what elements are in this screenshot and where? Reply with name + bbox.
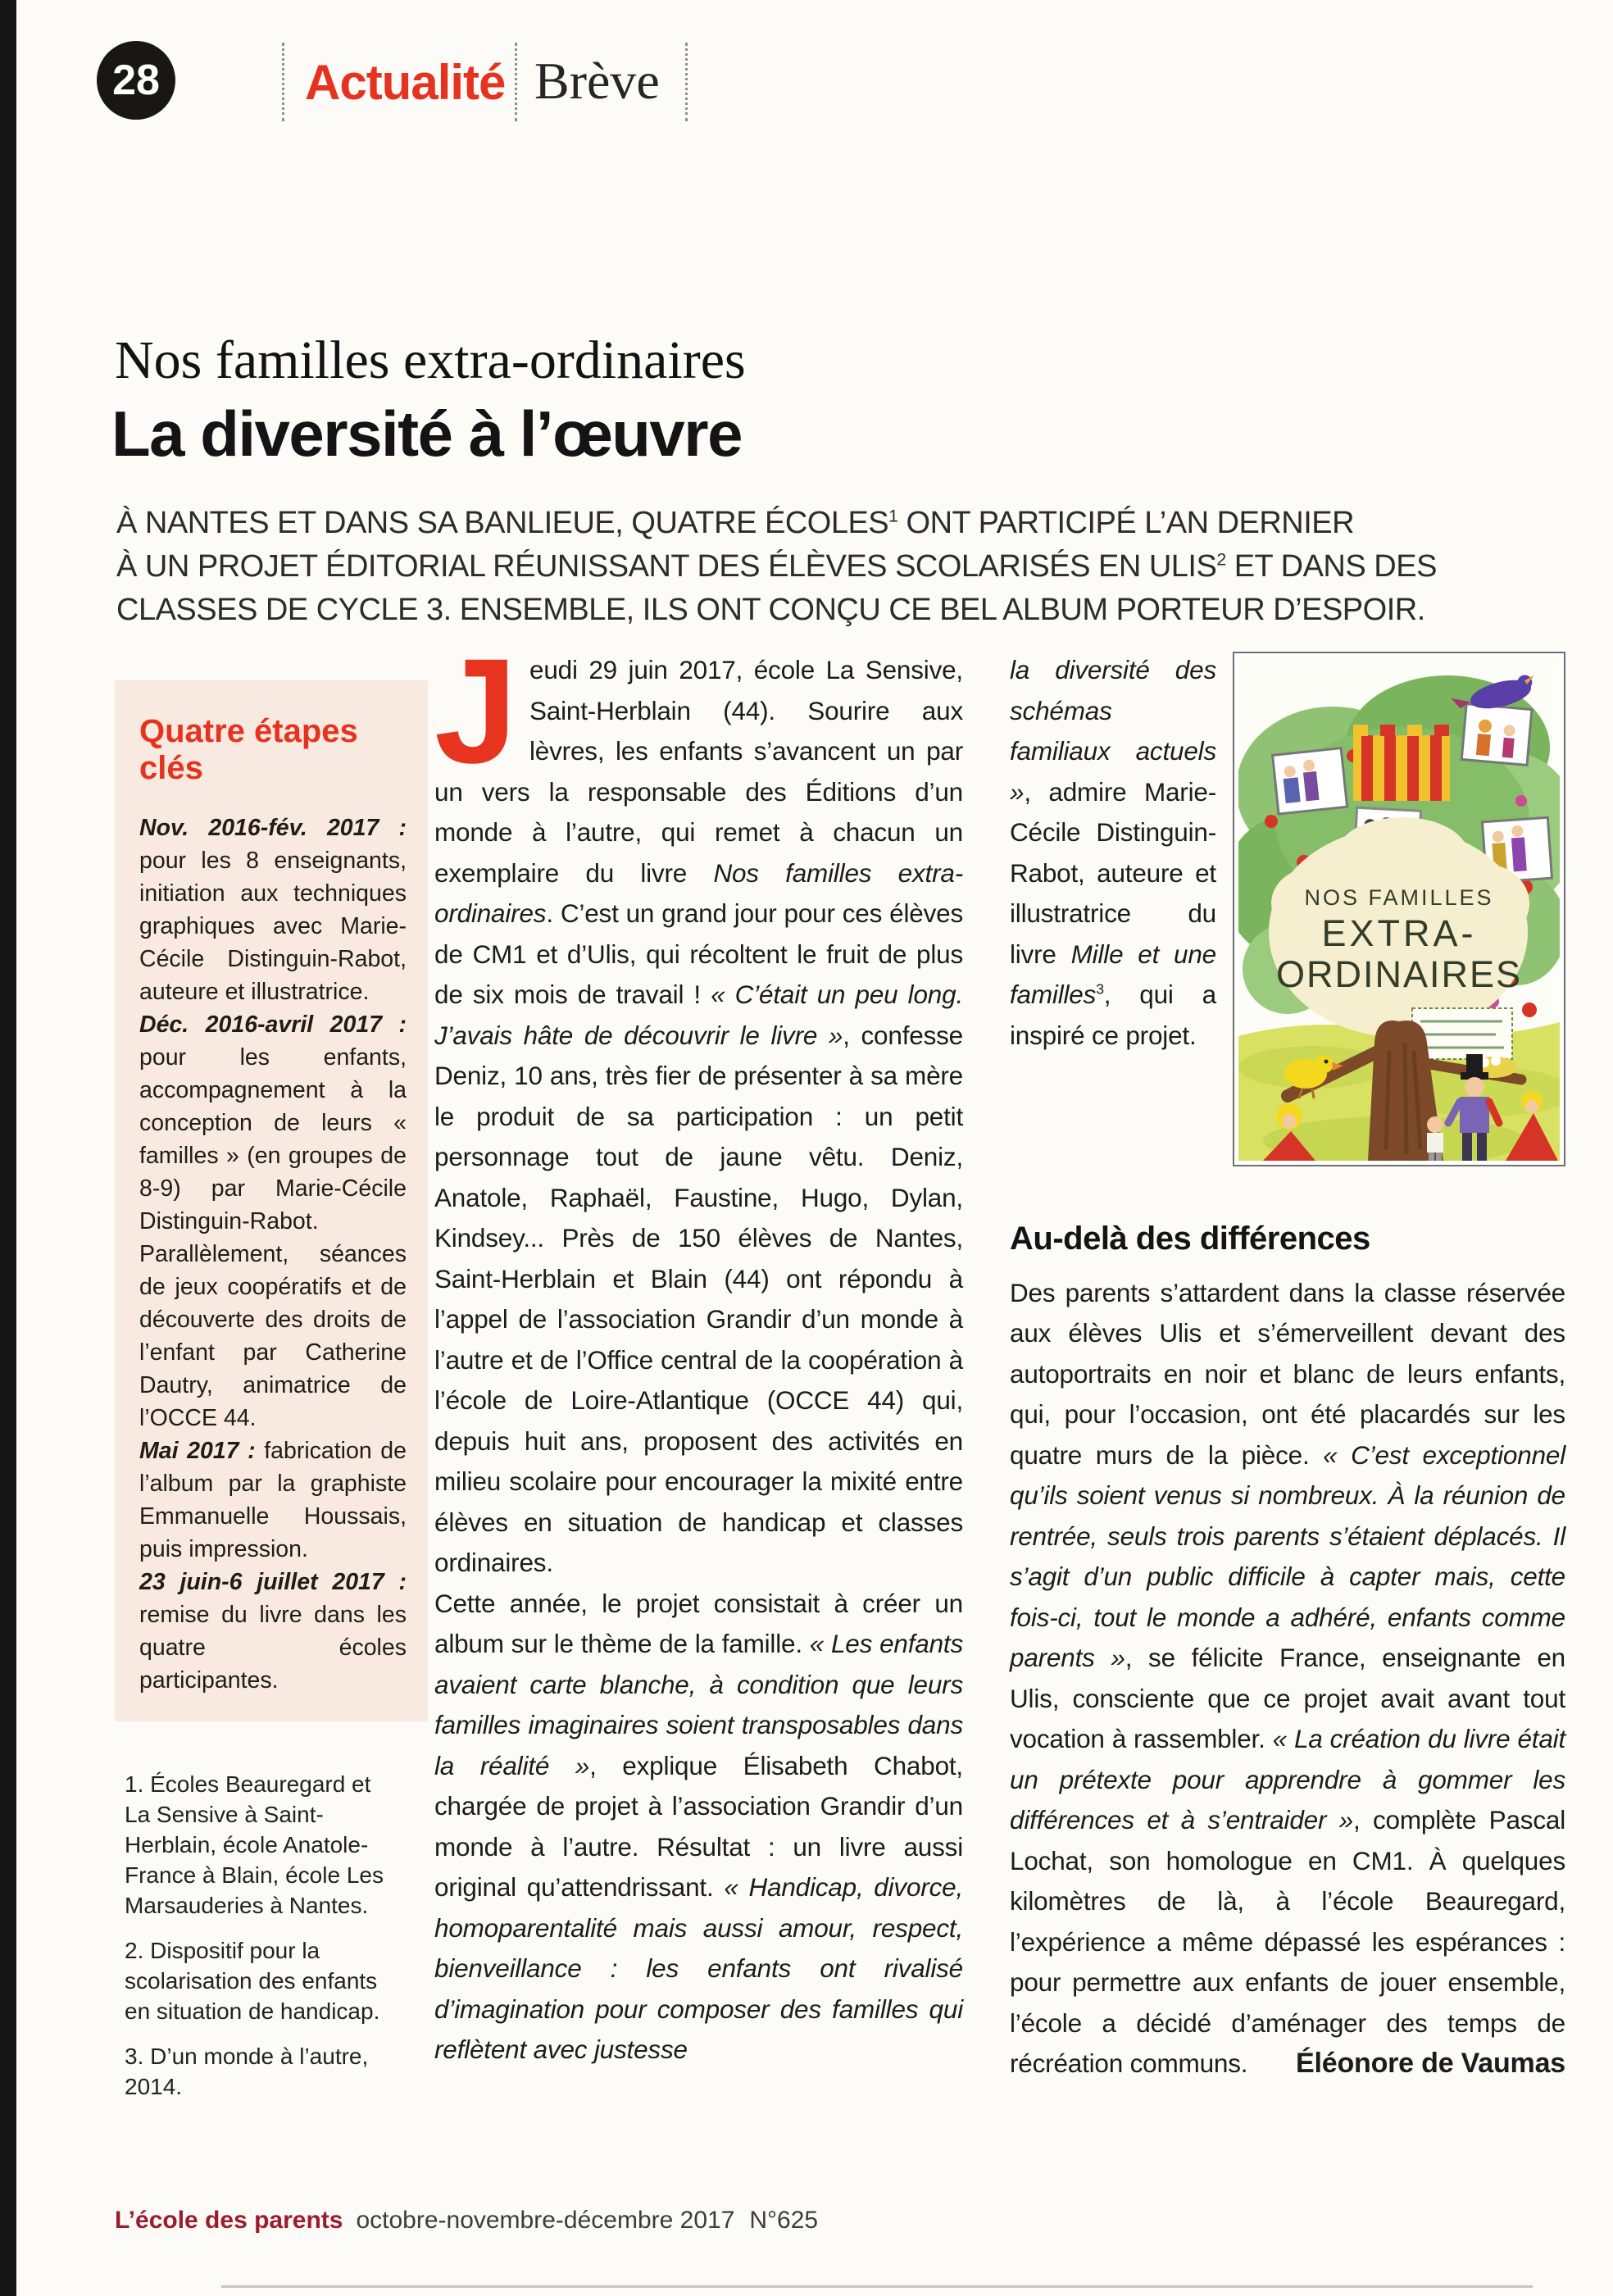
cover-title-line2: EXTRA- (1321, 912, 1477, 954)
paragraph: J eudi 29 juin 2017, école La Sensive, Saint-Herblain (44). Sourire aux lèvres, les enfants s’avancent un par un vers la responsable des Éditions d’un monde à l’autre, qui remet à chacun un exemplaire du livre Nos familles extra-ordinaires. C’est un grand jour pour ces élèves de CM1 et d’Ulis, qui récoltent le fruit de plus de six mois de travail ! « C’était un peu long. J’avais hâte de découvrir le livre », confesse Deniz, 10 ans, très fier de présenter à sa mère le produit de sa participation : un petit personnage tout de jaune vêtu. Deniz, Anatole, Raphaël, Faustine, Hugo, Dylan, Kindsey... Près de 150 élèves de Nantes, Saint-Herblain et Blain (44) ont répondu à l’appel de l’association Grandir d’un monde à l’autre et de l’Office central de la coopération à l’école de Loire-Atlantique (OCCE 44) qui, depuis huit ans, proposent des activités en milieu scolaire pour encourager la mixité entre élèves en situation de handicap et classes ordinaires. (434, 627, 963, 1577)
sidebar-entry: 23 juin-6 juillet 2017 : remise du livre dans les quatre écoles participantes. (139, 1569, 407, 1694)
cover-title-line1: NOS FAMILLES (1304, 885, 1494, 910)
cover-title-line3: ORDINAIRES (1275, 953, 1523, 995)
article-standfirst (116, 502, 1437, 632)
footnote: 1. Écoles Beauregard et La Sensive à Saint-Herblain, école Anatole-France à Blain, école Les Marsauderies à Nantes. (125, 1771, 384, 1918)
article-title: La diversité à l’œuvre (111, 398, 742, 470)
paragraph: Des parents s’attardent dans la classe réservée aux élèves Ulis et s’émerveillent devant des autoportraits en noir et blanc de leurs enfants, qui, pour l’occasion, ont été placardés sur les quatre murs de la pièce. « C’est exceptionnel qu’ils soient venus si nombreux. À la réunion de rentrée, seuls trois parents s’étaient déplacés. Il s’agit d’un public difficile à capter mais, cette fois-ci, tout le monde a adhéré, enfants comme parents », se félicite France, enseignante en Ulis, consciente que ce projet avait avant tout vocation à rassembler. « La création du livre était un prétexte pour apprendre à gommer les différences et à s’entraider », complète Pascal Lochat, son homologue en CM1. À quelques kilomètres de là, à l’école Beauregard, l’expérience a même dépassé les espérances : pour permettre aux enfants de jouer ensemble, l’école a décidé d’aménager des temps de récréation communs. (1010, 1277, 1566, 2078)
section-subhead: Au-delà des différences (1010, 1221, 1370, 1257)
article-column-main (434, 627, 963, 2071)
sidebar-entry: Mai 2017 : fabrication de l’album par la graphiste Emmanuelle Houssais, puis impression. (139, 1438, 407, 1562)
byline: Éléonore de Vaumas (1296, 2048, 1565, 2079)
magazine-name: L’école des parents (115, 2207, 343, 2234)
footnote: 2. Dispositif pour la scolarisation des enfants en situation de handicap. (125, 1938, 380, 2024)
sidebar-entry: Nov. 2016-fév. 2017 : pour les 8 enseignants, initiation aux techniques graphiques avec Marie-Cécile Distinguin-Rabot, auteure et illustratrice. (139, 815, 407, 1005)
scan-edge-artifact (0, 0, 16, 2296)
issue-date: octobre-novembre-décembre 2017 (356, 2207, 735, 2234)
scan-edge-artifact-bottom (221, 2285, 1533, 2288)
article-column-right (1010, 650, 1565, 2085)
page-footer (115, 2207, 818, 2235)
standfirst-line: CLASSES DE CYCLE 3. ENSEMBLE, ILS ONT CONÇU CE BEL ALBUM PORTEUR D’ESPOIR. (116, 593, 1425, 627)
cover-castle (1353, 725, 1450, 801)
rubric-label: Brève (534, 52, 660, 110)
sidebar-entry: Déc. 2016-avril 2017 : pour les enfants, accompagnement à la conception de leurs « familles » (en groupes de 8-9) par Marie-Cécile Distinguin-Rabot. Parallèlement, séances de jeux coopératifs et de découverte des droits de l’enfant par Catherine Dautry, animatrice de l’OCCE 44. (139, 1012, 407, 1431)
footnote: 3. D’un monde à l’autre, 2014. (125, 2044, 369, 2099)
standfirst-line: À UN PROJET ÉDITORIAL RÉUNISSANT DES ÉLÈVES SCOLARISÉS EN ULIS$^2$ ET DANS DES (116, 549, 1437, 584)
paragraph: Cette année, le projet consistait à créer un album sur le thème de la famille. « Les enfants avaient carte blanche, à condition que leurs familles imaginaires soient transposables dans la réalité », explique Élisabeth Chabot, chargée de projet à l’association Grandir d’un monde à l’autre. Résultat : un livre aussi original qu’attendrissant. « Handicap, divorce, homoparentalité mais aussi amour, respect, bienveillance : les enfants ont rivalisé d’imagination pour composer des familles qui reflètent avec justesse (434, 1588, 963, 2064)
footnotes (125, 1769, 397, 2116)
article-kicker: Nos familles extra-ordinaires (115, 330, 746, 390)
issue-number: N°625 (749, 2207, 819, 2234)
sidebar-box-key-steps (115, 680, 428, 1721)
page-number: 28 (112, 57, 160, 104)
header-divider (282, 43, 284, 121)
section-label: Actualité (305, 55, 506, 110)
book-cover-illustration (1238, 657, 1560, 1161)
sidebar-title: Quatre étapes clés (139, 713, 358, 786)
header-divider (685, 43, 688, 121)
drop-cap: J (434, 627, 518, 794)
standfirst-line: À NANTES ET DANS SA BANLIEUE, QUATRE ÉCOLES$^1$ ONT PARTICIPÉ L’AN DERNIER (116, 506, 1355, 540)
paragraph-continuation: la diversité des schémas familiaux actuels », admire Marie-Cécile Distinguin-Rabot, auteure et illustratrice du livre Mille et une familles$^3$, qui a inspiré ce projet. (1010, 655, 1216, 1050)
book-cover (1233, 652, 1565, 1166)
header-divider (515, 43, 517, 121)
page-number-badge (97, 41, 175, 120)
